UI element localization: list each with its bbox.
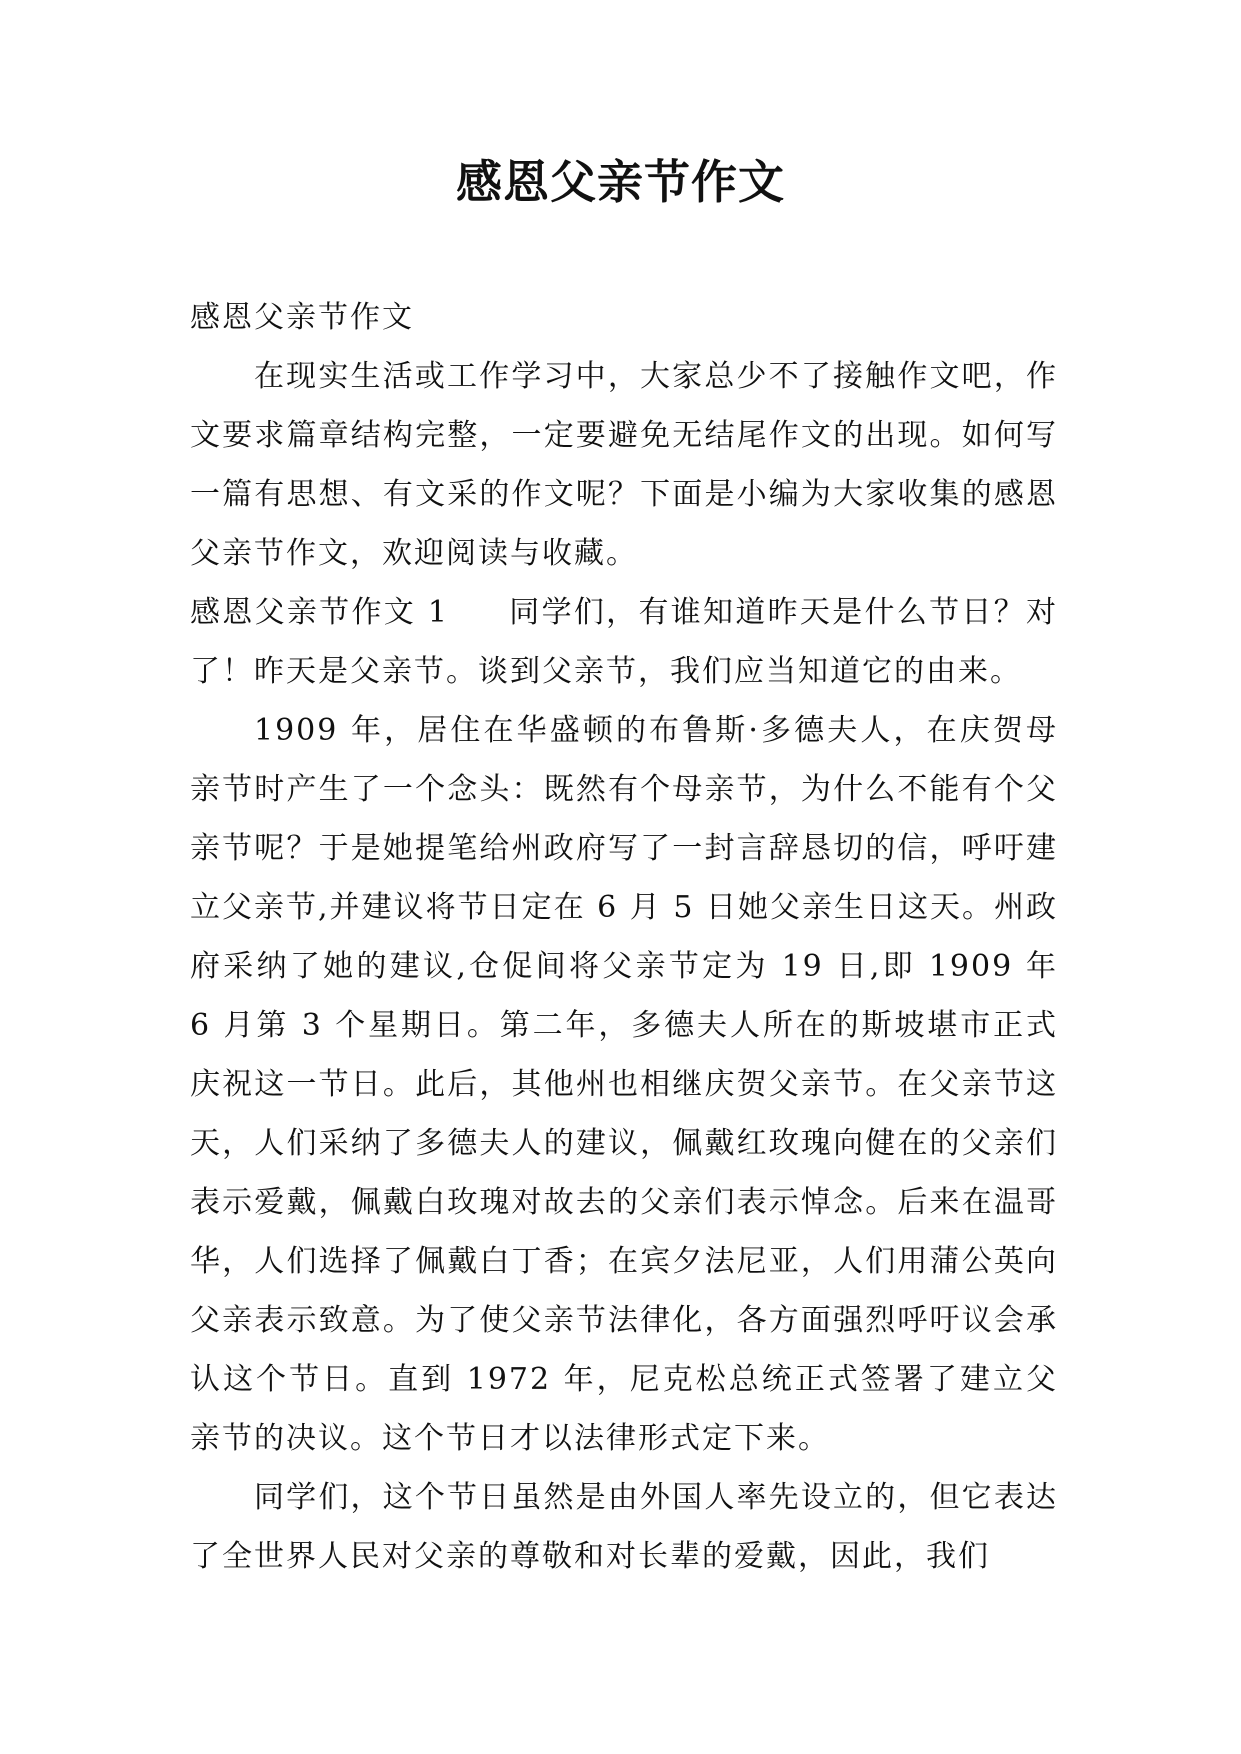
section-label: 感恩父亲节作文 1 xyxy=(190,595,449,630)
document-title: 感恩父亲节作文 xyxy=(456,155,785,209)
document-body xyxy=(190,288,1058,1586)
closing-paragraph: 同学们，这个节日虽然是由外国人率先设立的，但它表达了全世界人民对父亲的尊敬和对长辈的爱戴，因此，我们 xyxy=(190,1480,1058,1574)
history-paragraph: 1909 年，居住在华盛顿的布鲁斯·多德夫人，在庆贺母亲节时产生了一个念头：既然有个母亲节，为什么不能有个父亲节呢？于是她提笔给州政府写了一封言辞恳切的信，呼吁建立父亲节,并建议将节日定在 6 月 5 日她父亲生日这天。州政府采纳了她的建议,仓促间将父亲节定为 19 日,即 1909 年 6 月第 3 个星期日。第二年，多德夫人所在的斯坡堪市正式庆祝这一节日。此后，其他州也相继庆贺父亲节。在父亲节这天，人们采纳了多德夫人的建议，佩戴红玫瑰向健在的父亲们表示爱戴，佩戴白玫瑰对故去的父亲们表示悼念。后来在温哥华，人们选择了佩戴白丁香；在宾夕法尼亚，人们用蒲公英向父亲表示致意。为了使父亲节法律化，各方面强烈呼吁议会承认这个节日。直到 1972 年，尼克松总统正式签署了建立父亲节的决议。这个节日才以法律形式定下来。 xyxy=(190,713,1058,1456)
section-first-paragraph xyxy=(190,583,1058,701)
intro-paragraph: 在现实生活或工作学习中，大家总少不了接触作文吧，作文要求篇章结构完整，一定要避免无结尾作文的出现。如何写一篇有思想、有文采的作文呢？下面是小编为大家收集的感恩父亲节作文，欢迎阅读与收藏。 xyxy=(190,359,1058,571)
section-first-text: 同学们，有谁知道昨天是什么节日？对了！昨天是父亲节。谈到父亲节，我们应当知道它的由来。 xyxy=(190,595,1058,689)
document-subtitle: 感恩父亲节作文 xyxy=(190,300,414,335)
